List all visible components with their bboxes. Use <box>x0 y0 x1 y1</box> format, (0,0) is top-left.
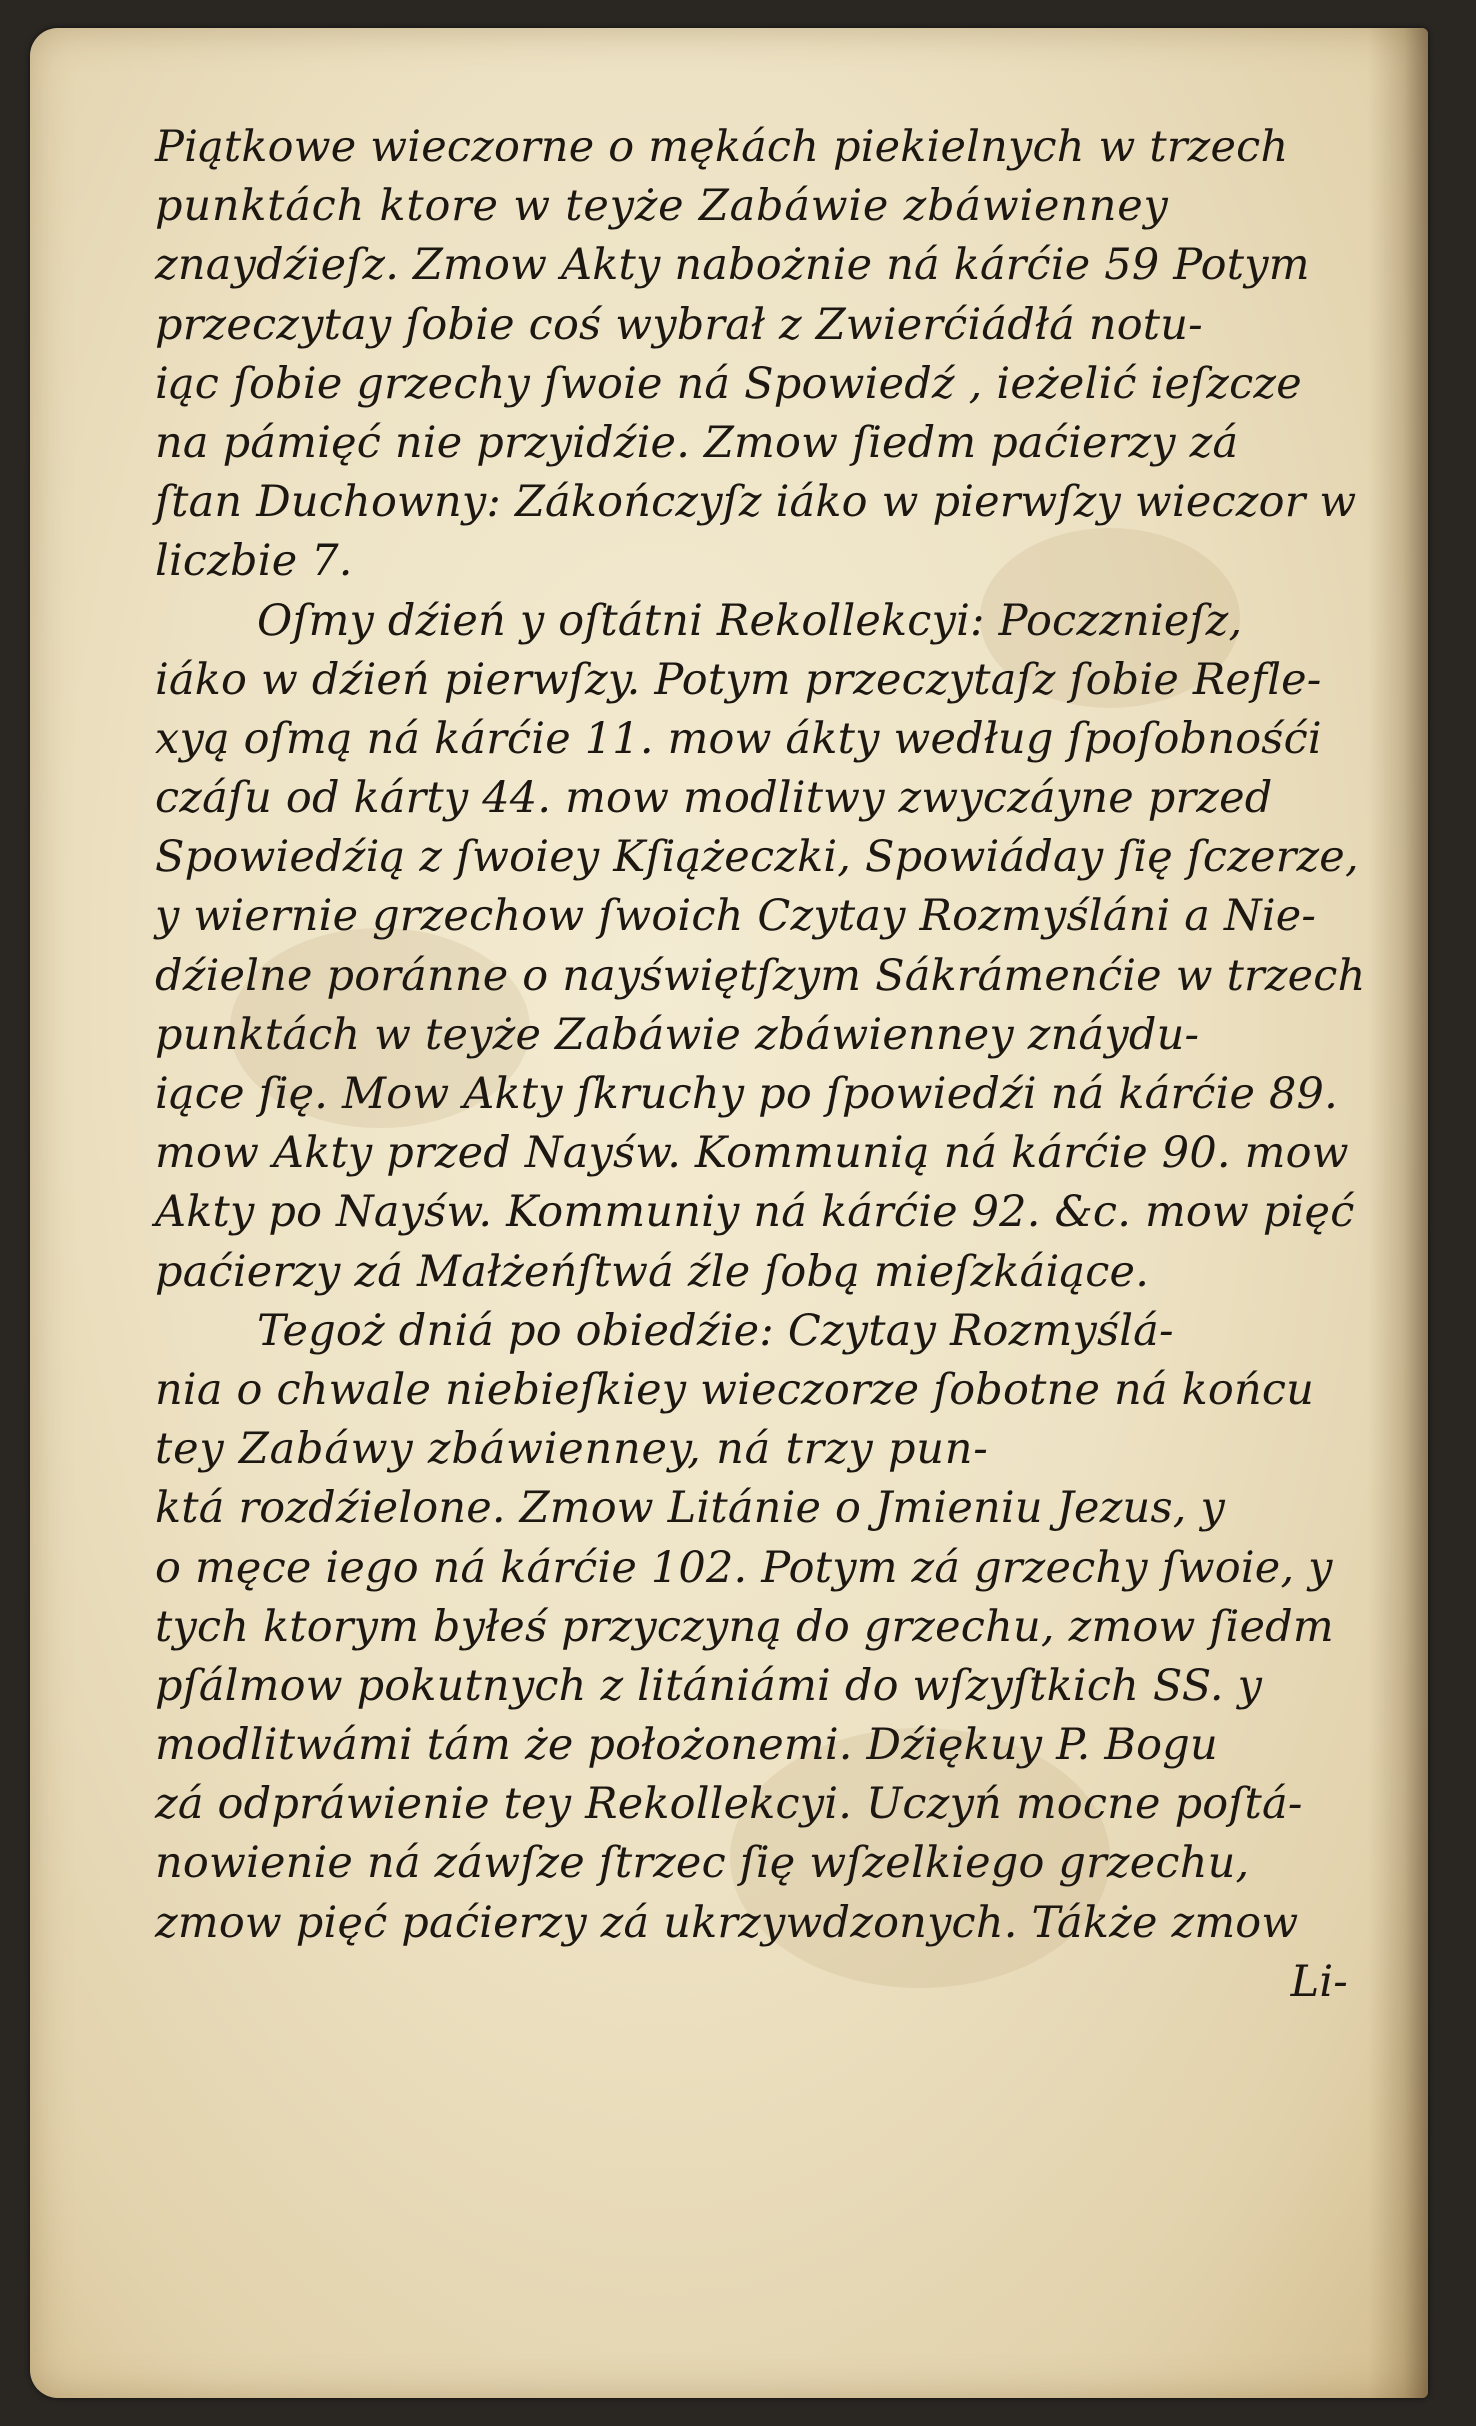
text-line: pſálmow pokutnych z litániámi do wſzyſtkich SS. y <box>155 1660 1263 1711</box>
page-text <box>155 118 1390 2012</box>
text-line: zá odpráwienie tey Rekollekcyi. Uczyń mocne poſtá- <box>155 1779 1303 1830</box>
text-line: iące ſię. Mow Akty ſkruchy po ſpowiedźi ná kárćie 89. <box>155 1069 1338 1119</box>
text-line: tych ktorym byłeś przyczyną do grzechu, zmow ſiedm <box>155 1601 1334 1652</box>
text-line: o męce iego ná kárćie 102. Potym zá grzechy ſwoie, y <box>155 1542 1333 1593</box>
text-line: czáſu od kárty 44. mow modlitwy zwyczáyne przed <box>155 773 1273 824</box>
text-line: punktách ktore w teyże Zabáwie zbáwienney <box>155 181 1169 232</box>
text-line: liczbie 7. <box>155 536 353 587</box>
text-line: dźielne poránne o nayświętſzym Sákrámenćie w trzech <box>155 950 1366 1001</box>
text-line: nia o chwale niebieſkiey wieczorze ſobotne ná końcu <box>155 1364 1315 1415</box>
text-line: mow Akty przed Nayśw. Kommunią ná kárćie 90. mow <box>155 1128 1349 1179</box>
text-line: Oſmy dźień y oſtátni Rekollekcyi: Poczznieſz, <box>257 595 1243 646</box>
text-line: zmow pięć paćierzy zá ukrzywdzonych. Tákże zmow <box>155 1897 1299 1948</box>
text-line: Akty po Nayśw. Kommuniy ná kárćie 92. &c. mow pięć <box>155 1187 1355 1238</box>
text-line: tey Zabáwy zbáwienney, ná trzy pun- <box>155 1424 989 1475</box>
text-line: Piątkowe wieczorne o mękách piekielnych w trzech <box>155 122 1289 172</box>
text-line: xyą oſmą ná kárćie 11. mow ákty według ſpoſobnośći <box>155 713 1322 764</box>
text-line: na pámięć nie przyidźie. Zmow ſiedm paćierzy zá <box>155 417 1239 468</box>
text-line: Tegoż dniá po obiedźie: Czytay Rozmyślá- <box>257 1305 1174 1356</box>
text-line: paćierzy zá Małżeńſtwá źle ſobą mieſzkáiące. <box>155 1246 1150 1297</box>
text-line: y wiernie grzechow ſwoich Czytay Rozmyśláni a Nie- <box>155 891 1317 942</box>
catchword: Li- <box>1290 1956 1348 2007</box>
text-line: iąc ſobie grzechy ſwoie ná Spowiedź , ieżelić ieſzcze <box>155 358 1302 409</box>
text-line: znaydźieſz. Zmow Akty nabożnie ná kárćie 59 Potym <box>155 240 1310 291</box>
text-line: iáko w dźień pierwſzy. Potym przeczytaſz ſobie Refle- <box>155 654 1322 705</box>
text-line: modlitwámi tám że położonemi. Dźiękuy P. Bogu <box>155 1720 1218 1771</box>
text-line: nowienie ná záwſze ſtrzec ſię wſzelkiego grzechu, <box>155 1838 1250 1889</box>
text-line: ktá rozdźielone. Zmow Litánie o Jmieniu Jezus, y <box>155 1483 1225 1534</box>
text-line: Spowiedźią z ſwoiey Kſiążeczki, Spowiáday ſię ſczerze, <box>155 832 1359 883</box>
text-line: punktách w teyże Zabáwie zbáwienney znáydu- <box>155 1009 1200 1060</box>
text-line: przeczytay ſobie coś wybrał z Zwierćiádłá notu- <box>155 299 1203 350</box>
text-line: ſtan Duchowny: Zákończyſz iáko w pierwſzy wieczor w <box>155 477 1357 528</box>
